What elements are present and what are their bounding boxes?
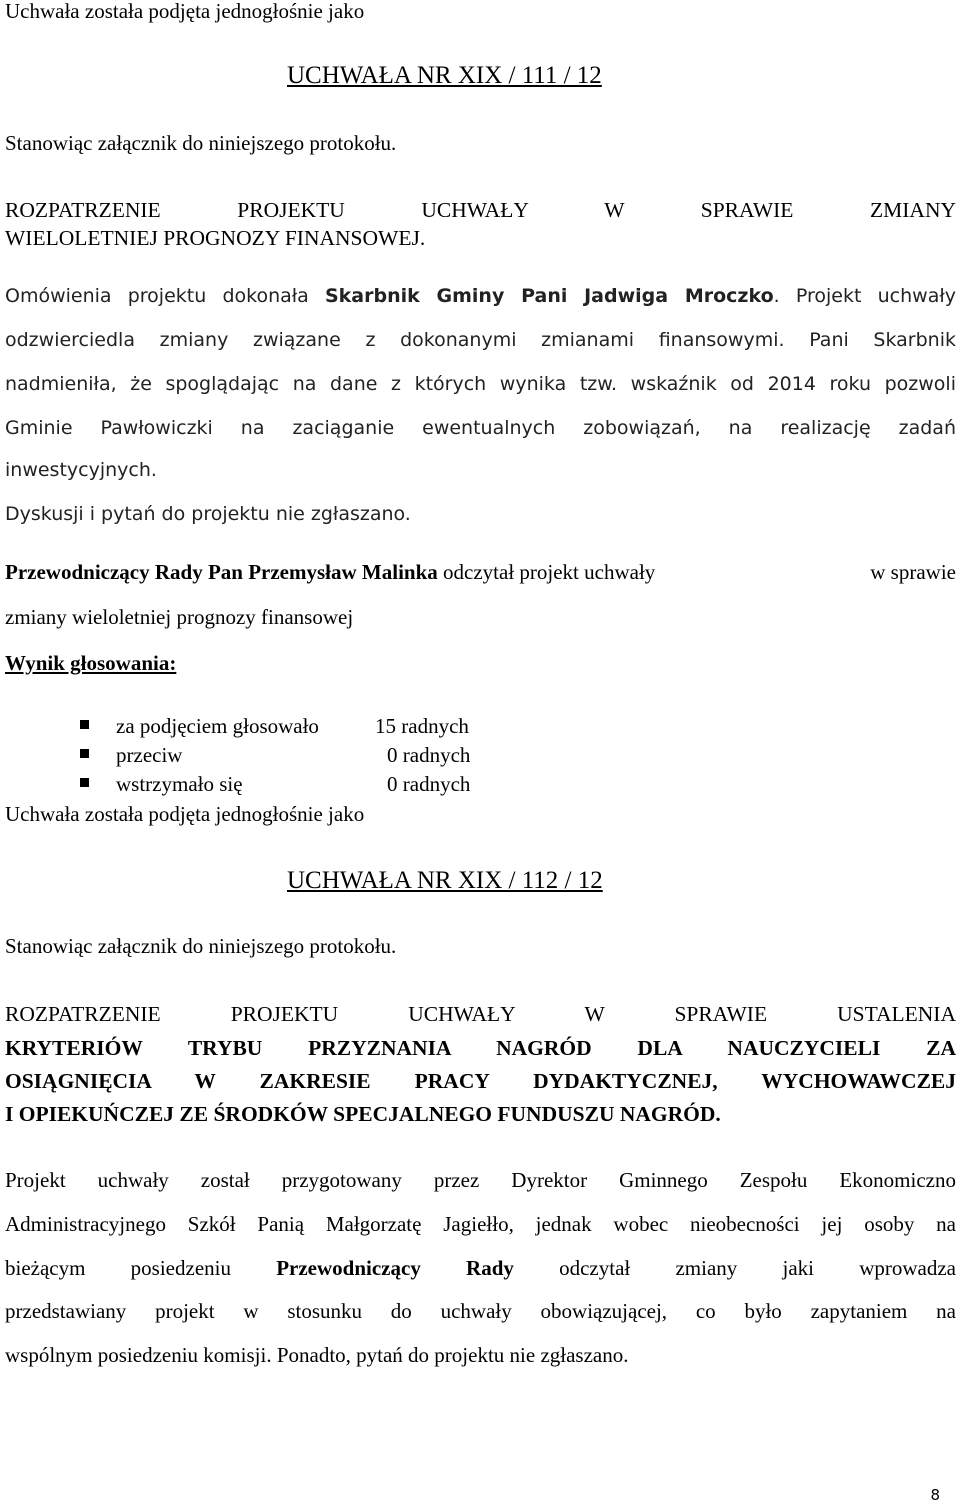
paragraph-2-line-1: Przewodniczący Rady Pan Przemysław Malinka odczytał projekt uchwały — [5, 560, 656, 584]
agenda-heading-1-line-1: ROZPATRZENIE PROJEKTU UCHWAŁY W SPRAWIE ZMIANY — [5, 198, 956, 222]
vote-value-abstained: 0 radnych — [387, 772, 471, 796]
adopted-unanimously-text-1: Uchwała została podjęta jednogłośnie jako — [5, 0, 365, 23]
agenda-heading-2-line-1: ROZPATRZENIE PROJEKTU UCHWAŁY W SPRAWIE USTALENIA — [5, 1002, 956, 1026]
paragraph-1-line-4: Gminie Pawłowiczki na zaciąganie ewentualnych zobowiązań, na realizację zadań — [5, 417, 956, 439]
paragraph-2-line-2: zmiany wieloletniej prognozy finansowej — [5, 605, 354, 629]
resolution-title-111: UCHWAŁA NR XIX / 111 / 12 — [287, 62, 602, 89]
vote-label-abstained: wstrzymało się — [116, 772, 243, 796]
paragraph-2-line-1-end: w sprawie — [870, 560, 956, 584]
paragraph-3-line-2: Administracyjnego Szkół Panią Małgorzatę Jagiełło, jednak wobec nieobecności jej osoby na — [5, 1212, 956, 1236]
agenda-heading-2-line-3: OSIĄGNIĘCIA W ZAKRESIE PRACY DYDAKTYCZNEJ, WYCHOWAWCZEJ — [5, 1069, 956, 1093]
vote-value-against: 0 radnych — [387, 743, 471, 767]
paragraph-1-line-1: Omówienia projektu dokonała Skarbnik Gminy Pani Jadwiga Mroczko. Projekt uchwały — [5, 285, 956, 307]
vote-result-heading: Wynik głosowania: — [5, 651, 177, 675]
page-number: 8 — [930, 1486, 940, 1504]
agenda-heading-2-line-4: I OPIEKUŃCZEJ ZE ŚRODKÓW SPECJALNEGO FUNDUSZU NAGRÓD. — [5, 1102, 721, 1126]
vote-bullet-icon — [80, 720, 89, 729]
paragraph-3-line-3: bieżącym posiedzeniu Przewodniczący Rady odczytał zmiany jaki wprowadza — [5, 1256, 956, 1280]
paragraph-3-line-1: Projekt uchwały został przygotowany przez Dyrektor Gminnego Zespołu Ekonomiczno — [5, 1168, 956, 1192]
paragraph-1-line-3: nadmieniła, że spoglądając na dane z których wynika tzw. wskaźnik od 2014 roku pozwoli — [5, 373, 956, 395]
agenda-heading-2-line-2: KRYTERIÓW TRYBU PRZYZNANIA NAGRÓD DLA NAUCZYCIELI ZA — [5, 1036, 956, 1060]
adopted-unanimously-text-2: Uchwała została podjęta jednogłośnie jako — [5, 802, 365, 826]
vote-bullet-icon — [80, 778, 89, 787]
paragraph-1-line-2: odzwierciedla zmiany związane z dokonanymi zmianami finansowymi. Pani Skarbnik — [5, 329, 956, 351]
paragraph-3-line-4: przedstawiany projekt w stosunku do uchwały obowiązującej, co było zapytaniem na — [5, 1299, 956, 1323]
vote-value-for: 15 radnych — [375, 714, 469, 738]
paragraph-3-line-5: wspólnym posiedzeniu komisji. Ponadto, pytań do projektu nie zgłaszano. — [5, 1343, 629, 1367]
paragraph-1-line-5: inwestycyjnych. — [5, 459, 157, 481]
resolution-title-112: UCHWAŁA NR XIX / 112 / 12 — [287, 867, 603, 894]
annex-note-2: Stanowiąc załącznik do niniejszego protokołu. — [5, 934, 397, 958]
agenda-heading-1-line-2: WIELOLETNIEJ PROGNOZY FINANSOWEJ. — [5, 226, 426, 250]
annex-note-1: Stanowiąc załącznik do niniejszego protokołu. — [5, 131, 397, 155]
vote-label-against: przeciw — [116, 743, 183, 767]
vote-label-for: za podjęciem głosowało — [116, 714, 319, 738]
vote-bullet-icon — [80, 749, 89, 758]
paragraph-1-line-6: Dyskusji i pytań do projektu nie zgłaszano. — [5, 503, 411, 525]
